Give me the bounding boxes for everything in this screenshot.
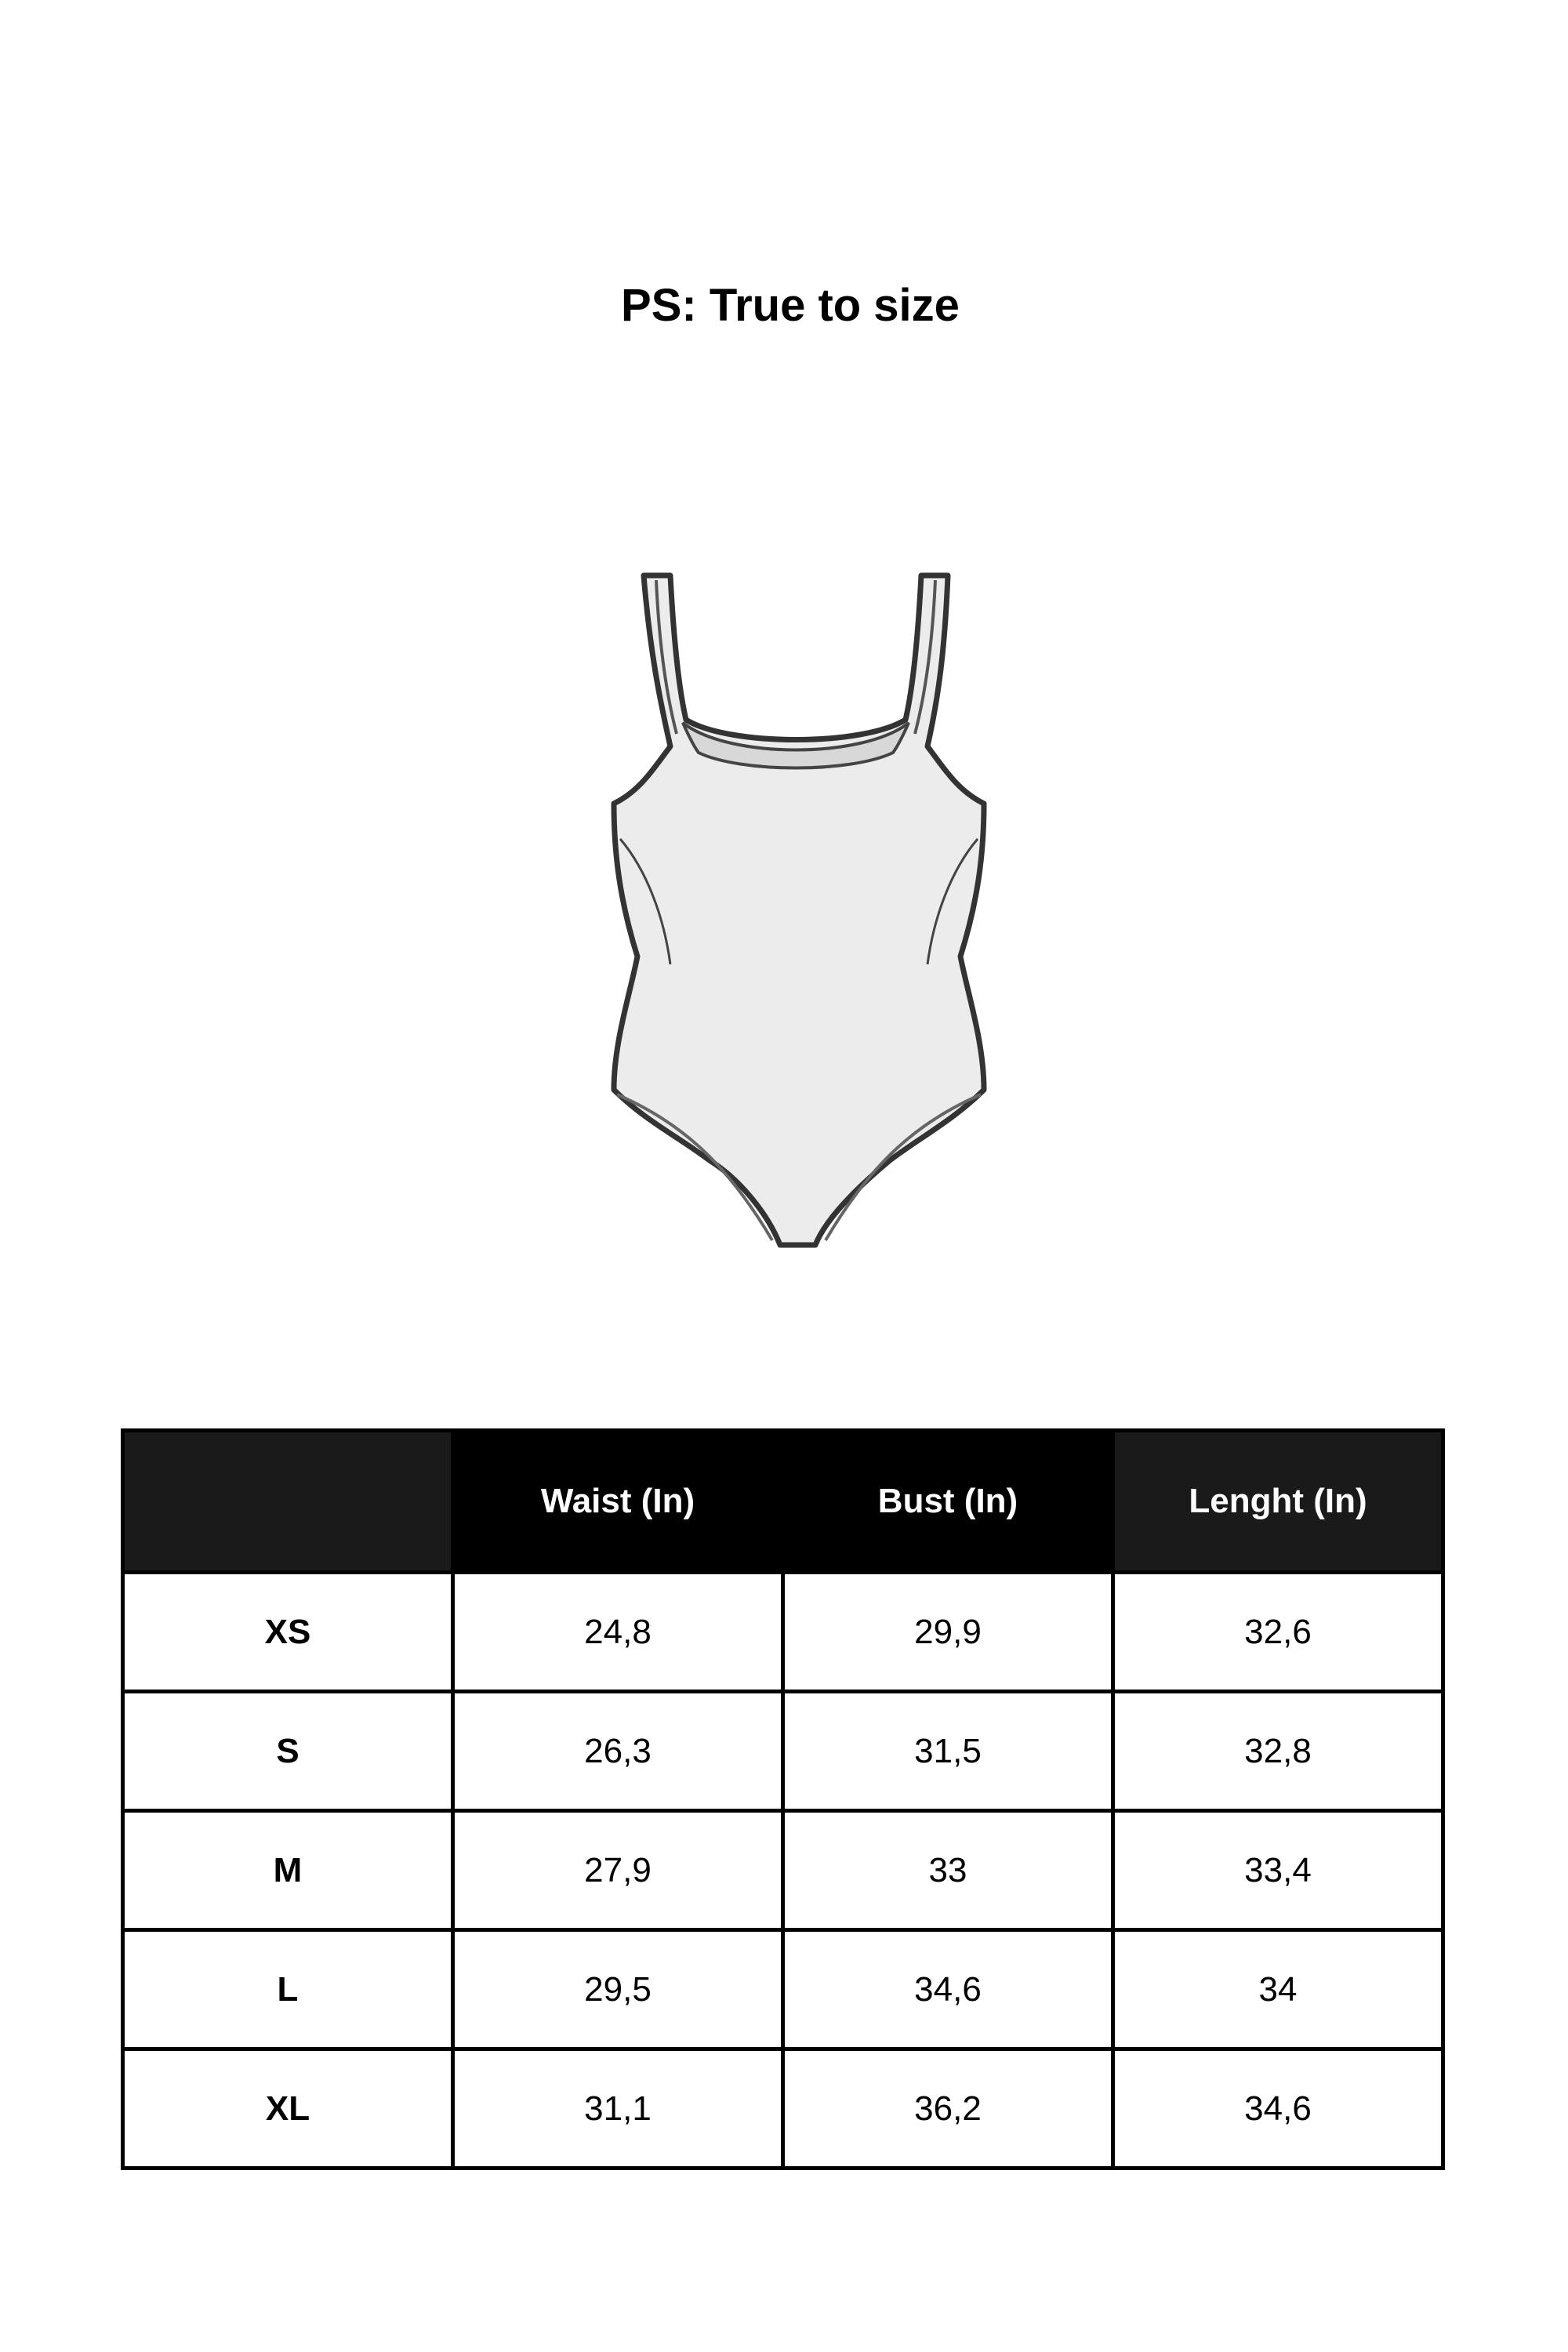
bust-value: 29,9 (783, 1573, 1113, 1692)
bust-value: 33 (783, 1811, 1113, 1930)
waist-value: 31,1 (453, 2049, 783, 2169)
table-row (123, 2049, 1443, 2169)
table-row (123, 1573, 1443, 1692)
size-label: XS (123, 1573, 453, 1692)
bust-value: 34,6 (783, 1930, 1113, 2049)
table-row (123, 1692, 1443, 1811)
length-value: 34 (1113, 1930, 1443, 2049)
bodysuit-sketch-icon (592, 541, 1000, 1262)
size-label: XL (123, 2049, 453, 2169)
header-bust: Bust (In) (783, 1431, 1113, 1573)
size-label: M (123, 1811, 453, 1930)
header-length: Lenght (In) (1113, 1431, 1443, 1573)
waist-value: 29,5 (453, 1930, 783, 2049)
table-row (123, 1930, 1443, 2049)
waist-value: 27,9 (453, 1811, 783, 1930)
header-waist: Waist (In) (453, 1431, 783, 1573)
page-title: PS: True to size (621, 280, 960, 331)
length-value: 34,6 (1113, 2049, 1443, 2169)
size-label: S (123, 1692, 453, 1811)
table-header-row (123, 1431, 1443, 1573)
length-value: 33,4 (1113, 1811, 1443, 1930)
bust-value: 36,2 (783, 2049, 1113, 2169)
table-row (123, 1811, 1443, 1930)
waist-value: 26,3 (453, 1692, 783, 1811)
size-label: L (123, 1930, 453, 2049)
bust-value: 31,5 (783, 1692, 1113, 1811)
length-value: 32,8 (1113, 1692, 1443, 1811)
size-chart-table (121, 1428, 1445, 2170)
header-corner-cell (123, 1431, 453, 1573)
length-value: 32,6 (1113, 1573, 1443, 1692)
waist-value: 24,8 (453, 1573, 783, 1692)
